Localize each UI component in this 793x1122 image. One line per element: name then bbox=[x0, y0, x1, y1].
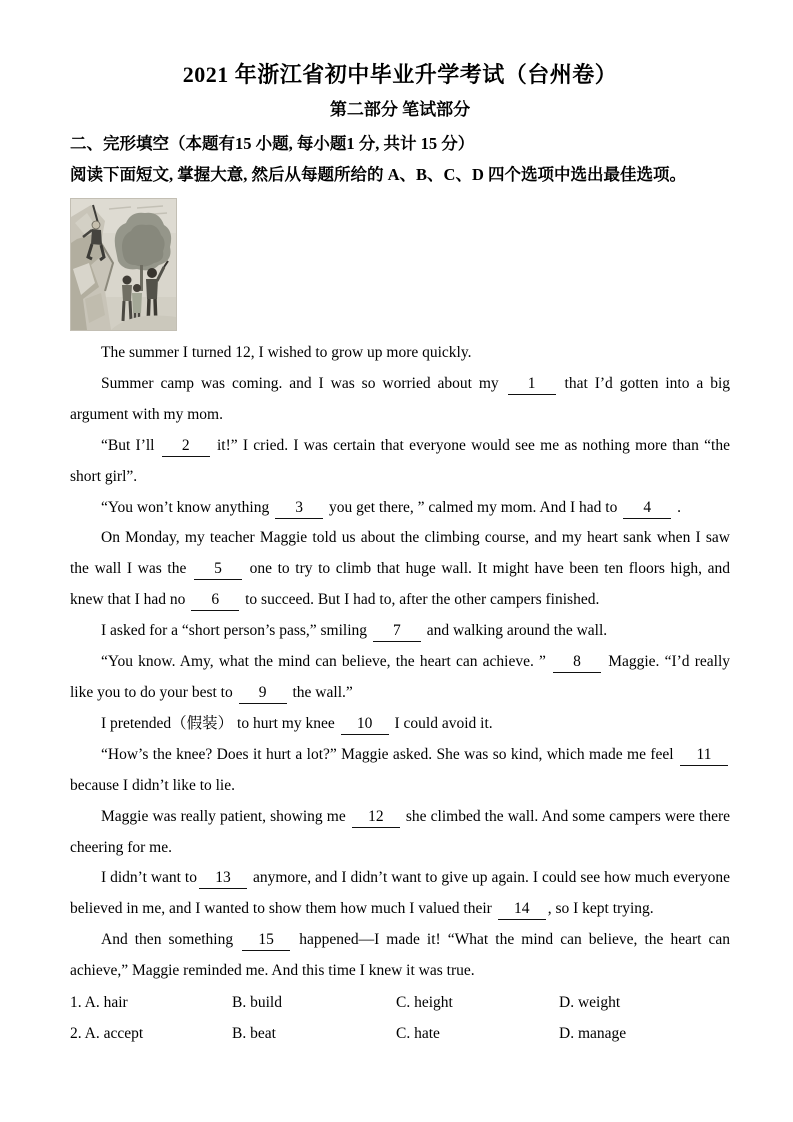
part-subtitle: 第二部分 笔试部分 bbox=[329, 100, 471, 119]
passage bbox=[70, 338, 730, 987]
options-row bbox=[70, 988, 730, 1019]
blank-15: 15 bbox=[242, 931, 290, 951]
passage-paragraph: Summer camp was coming. and I was so worried about my 1 that I’d gotten into a big argument with my mom. bbox=[70, 374, 731, 423]
instructions-text: 阅读下面短文, 掌握大意, 然后从每题所给的 A、B、C、D 四个选项中选出最佳选项。 bbox=[70, 165, 687, 184]
blank-7: 7 bbox=[373, 622, 421, 642]
passage-paragraph: The summer I turned 12, I wished to grow up more quickly. bbox=[101, 344, 472, 361]
passage-paragraph: And then something 15 happened—I made it! “What the mind can believe, the heart can achieve,” Maggie reminded me. And this time I knew it was true. bbox=[70, 931, 730, 980]
option-cell: 2. A. accept bbox=[70, 1024, 144, 1042]
passage-paragraph: “You won’t know anything 3 you get there, ” calmed my mom. And I had to 4 . bbox=[70, 493, 730, 524]
blank-13: 13 bbox=[199, 869, 247, 889]
blank-14: 14 bbox=[498, 900, 546, 920]
blank-2: 2 bbox=[162, 437, 210, 457]
option-cell: B. build bbox=[232, 994, 282, 1012]
option-cell: B. beat bbox=[232, 1024, 276, 1042]
climbing-scene-illustration bbox=[70, 198, 177, 331]
blank-11: 11 bbox=[680, 746, 728, 766]
passage-paragraph: I pretended（假装） to hurt my knee 10 I could avoid it. bbox=[70, 709, 730, 740]
passage-paragraph: I asked for a “short person’s pass,” smiling 7 and walking around the wall. bbox=[70, 616, 730, 647]
option-cell: D. weight bbox=[559, 994, 621, 1012]
option-cell: C. hate bbox=[396, 1024, 440, 1042]
blank-12: 12 bbox=[352, 808, 400, 828]
passage-paragraph: I didn’t want to 13 anymore, and I didn’t want to give up again. I could see how much everyone believed in me, and I wanted to show them how much I valued their 14 , so I kept trying. bbox=[70, 863, 730, 925]
section-heading: 二、完形填空（本题有15 小题, 每小题1 分, 共计 15 分） bbox=[70, 134, 475, 153]
passage-paragraph: On Monday, my teacher Maggie told us about the climbing course, and my heart sank when I saw the wall I was the 5 one to try to climb that huge wall. It might have been ten floors high, and knew that I had no 6 to succeed. But I had to, after the other campers finished. bbox=[70, 523, 730, 616]
options-row bbox=[70, 1019, 730, 1050]
passage-paragraph: “How’s the knee? Does it hurt a lot?” Maggie asked. She was so kind, which made me feel 11 because I didn’t like to lie. bbox=[70, 740, 730, 802]
option-cell: 1. A. hair bbox=[70, 994, 128, 1012]
blank-4: 4 bbox=[623, 499, 671, 519]
blank-8: 8 bbox=[553, 653, 601, 673]
passage-paragraph: Maggie was really patient, showing me 12 she climbed the wall. And some campers were there cheering for me. bbox=[70, 807, 731, 856]
option-cell: D. manage bbox=[559, 1024, 627, 1042]
page-title: 2021 年浙江省初中毕业升学考试（台州卷） bbox=[182, 62, 618, 87]
passage-paragraph: “You know. Amy, what the mind can believe, the heart can achieve. ” 8 Maggie. “I’d really like you to do your best to 9 the wall.” bbox=[70, 647, 730, 709]
options-table bbox=[70, 988, 730, 1050]
option-cell: C. height bbox=[396, 994, 453, 1012]
climbing-scene-svg bbox=[71, 199, 176, 330]
blank-6: 6 bbox=[191, 591, 239, 611]
blank-10: 10 bbox=[341, 715, 389, 735]
blank-3: 3 bbox=[275, 499, 323, 519]
blank-1: 1 bbox=[508, 375, 556, 395]
passage-paragraph: “But I’ll 2 it!” I cried. I was certain that everyone would see me as nothing more than “the short girl”. bbox=[70, 436, 730, 485]
blank-5: 5 bbox=[194, 560, 242, 580]
blank-9: 9 bbox=[239, 684, 287, 704]
